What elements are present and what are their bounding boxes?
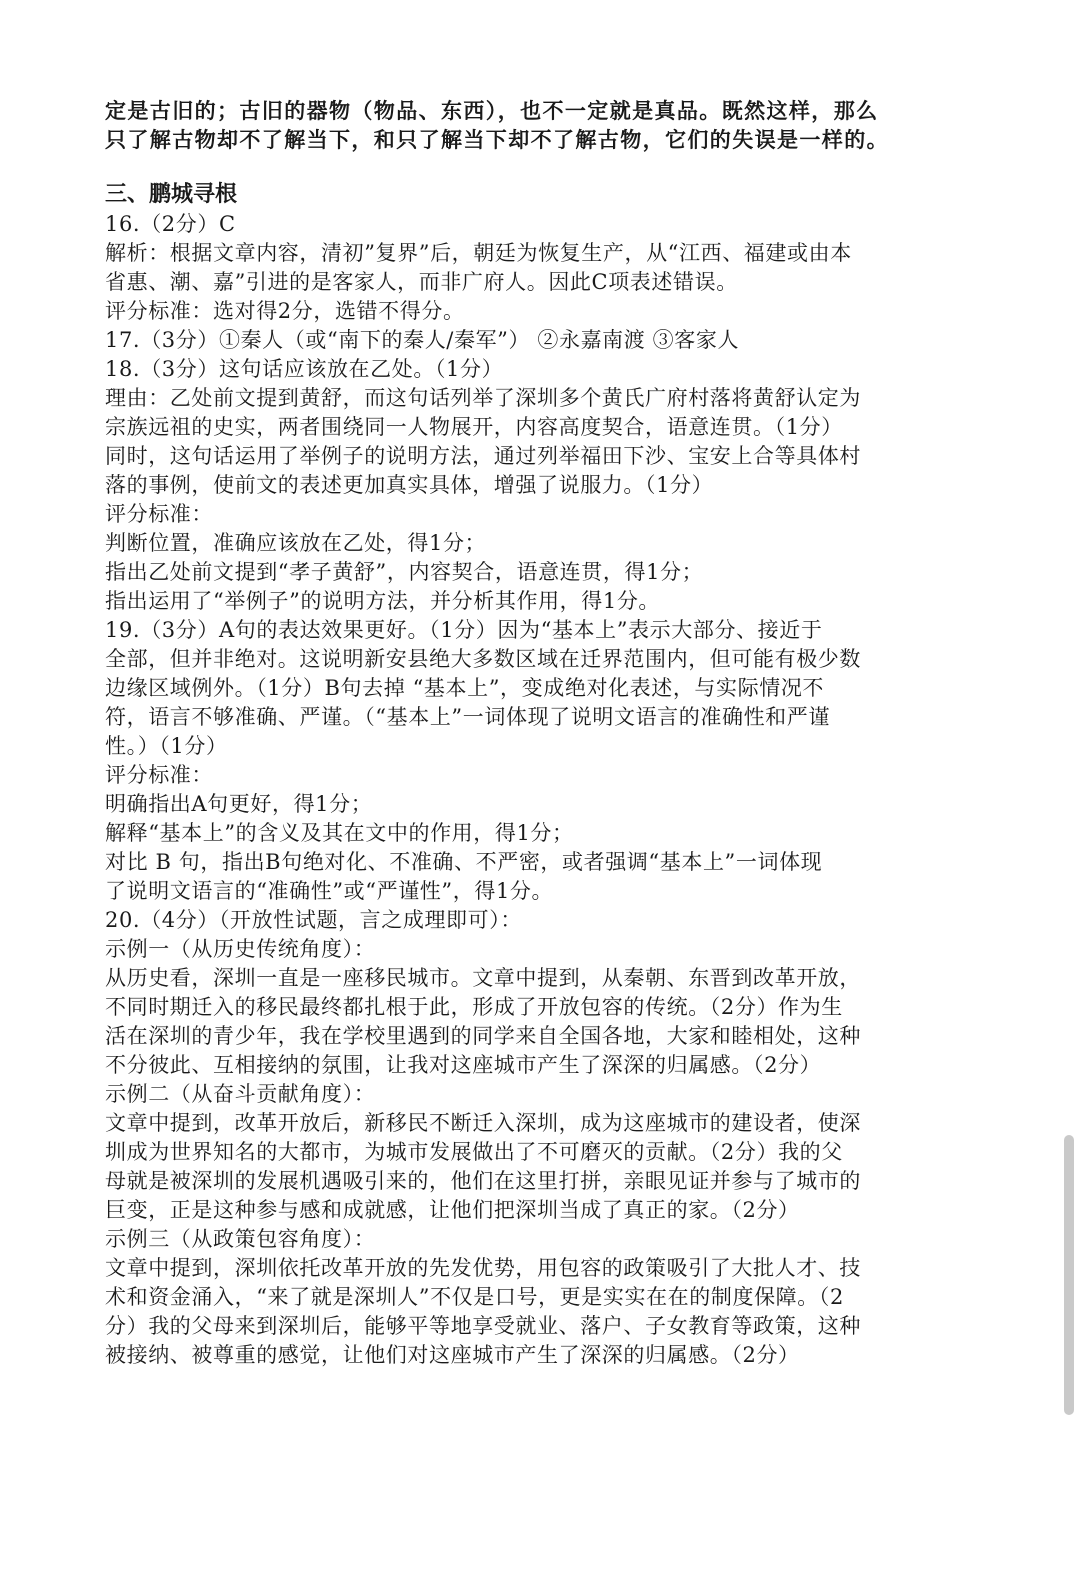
body-line: 落的事例，使前文的表述更加真实具体，增强了说服力。（1分）: [105, 473, 714, 497]
body-line: 省惠、潮、嘉”引进的是客家人，而非广府人。因此C项表述错误。: [105, 270, 738, 294]
document-page: [105, 96, 889, 1370]
body-line: 不分彼此、互相接纳的氛围，让我对这座城市产生了深深的归属感。（2分）: [105, 1053, 822, 1077]
body-line: 明确指出A句更好，得1分；: [105, 792, 373, 816]
body-line: 20.（4分）（开放性试题，言之成理即可）：: [105, 908, 522, 932]
body-line: 边缘区域例外。（1分）B句去掉 “基本上”，变成绝对化表述，与实际情况不: [105, 676, 825, 700]
body-line: 符，语言不够准确、严谨。（“基本上”一词体现了说明文语言的准确性和严谨: [105, 705, 830, 729]
body-line: 判断位置，准确应该放在乙处，得1分；: [105, 531, 487, 555]
body-line: 18.（3分）这句话应该放在乙处。（1分）: [105, 357, 504, 381]
body-line: 活在深圳的青少年，我在学校里遇到的同学来自全国各地，大家和睦相处，这种: [105, 1024, 861, 1048]
body-line: 评分标准：: [105, 502, 213, 526]
body-line: 被接纳、被尊重的感觉，让他们对这座城市产生了深深的归属感。（2分）: [105, 1343, 800, 1367]
body-line: 文章中提到，深圳依托改革开放的先发优势，用包容的政策吸引了大批人才、技: [105, 1256, 861, 1280]
body-line: 母就是被深圳的发展机遇吸引来的，他们在这里打拼，亲眼见证并参与了城市的: [105, 1169, 861, 1193]
body-line: 同时，这句话运用了举例子的说明方法，通过列举福田下沙、宝安上合等具体村: [105, 444, 861, 468]
body-line: 性。）（1分）: [105, 734, 228, 758]
body-line: 文章中提到，改革开放后，新移民不断迁入深圳，成为这座城市的建设者，使深: [105, 1111, 861, 1135]
answer-body: [105, 210, 875, 1370]
body-line: 不同时期迁入的移民最终都扎根于此，形成了开放包容的传统。（2分）作为生: [105, 995, 843, 1019]
body-line: 解析：根据文章内容，清初”复界”后，朝廷为恢复生产，从“江西、福建或由本: [105, 241, 852, 265]
body-line: 示例二（从奋斗贡献角度）：: [105, 1082, 376, 1106]
top-line-2: 只了解古物却不了解当下，和只了解当下却不了解古物，它们的失误是一样的。: [105, 127, 889, 152]
body-line: 巨变，正是这种参与感和成就感，让他们把深圳当成了真正的家。（2分）: [105, 1198, 800, 1222]
body-line: 了说明文语言的“准确性”或“严谨性”，得1分。: [105, 879, 554, 903]
body-line: 术和资金涌入，“来了就是深圳人”不仅是口号，更是实实在在的制度保障。（2: [105, 1285, 844, 1309]
body-line: 评分标准：: [105, 763, 213, 787]
body-line: 19.（3分）A句的表达效果更好。（1分）因为“基本上”表示大部分、接近于: [105, 618, 823, 642]
body-line: 评分标准：选对得2分，选错不得分。: [105, 299, 465, 323]
body-line: 圳成为世界知名的大都市，为城市发展做出了不可磨灭的贡献。（2分）我的父: [105, 1140, 843, 1164]
body-line: 从历史看，深圳一直是一座移民城市。文章中提到，从秦朝、东晋到改革开放，: [105, 966, 861, 990]
body-line: 示例三（从政策包容角度）：: [105, 1227, 376, 1251]
body-line: 解释“基本上”的含义及其在文中的作用，得1分；: [105, 821, 574, 845]
top-line-1: 定是古旧的；古旧的器物（物品、东西），也不一定就是真品。既然这样，那么: [105, 98, 879, 123]
body-line: 对比 B 句，指出B句绝对化、不准确、不严密，或者强调“基本上”一词体现: [105, 850, 823, 874]
body-line: 指出乙处前文提到“孝子黄舒”，内容契合，语意连贯，得1分；: [105, 560, 704, 584]
body-line: 全部，但并非绝对。这说明新安县绝大多数区域在迁界范围内，但可能有极少数: [105, 647, 861, 671]
body-line: 指出运用了“举例子”的说明方法，并分析其作用，得1分。: [105, 589, 661, 613]
scrollbar-thumb[interactable]: [1064, 1135, 1074, 1415]
body-line: 17.（3分）①秦人（或“南下的秦人/秦军”） ②永嘉南渡 ③客家人: [105, 328, 740, 352]
body-line: 宗族远祖的史实，两者围绕同一人物展开，内容高度契合，语意连贯。（1分）: [105, 415, 843, 439]
body-line: 示例一（从历史传统角度）：: [105, 937, 376, 961]
body-line: 分）我的父母来到深圳后，能够平等地享受就业、落户、子女教育等政策，这种: [105, 1314, 861, 1338]
section-title: 三、鹏城寻根: [105, 182, 238, 207]
body-line: 16.（2分）C: [105, 212, 236, 236]
body-line: 理由：乙处前文提到黄舒，而这句话列举了深圳多个黄氏广府村落将黄舒认定为: [105, 386, 861, 410]
